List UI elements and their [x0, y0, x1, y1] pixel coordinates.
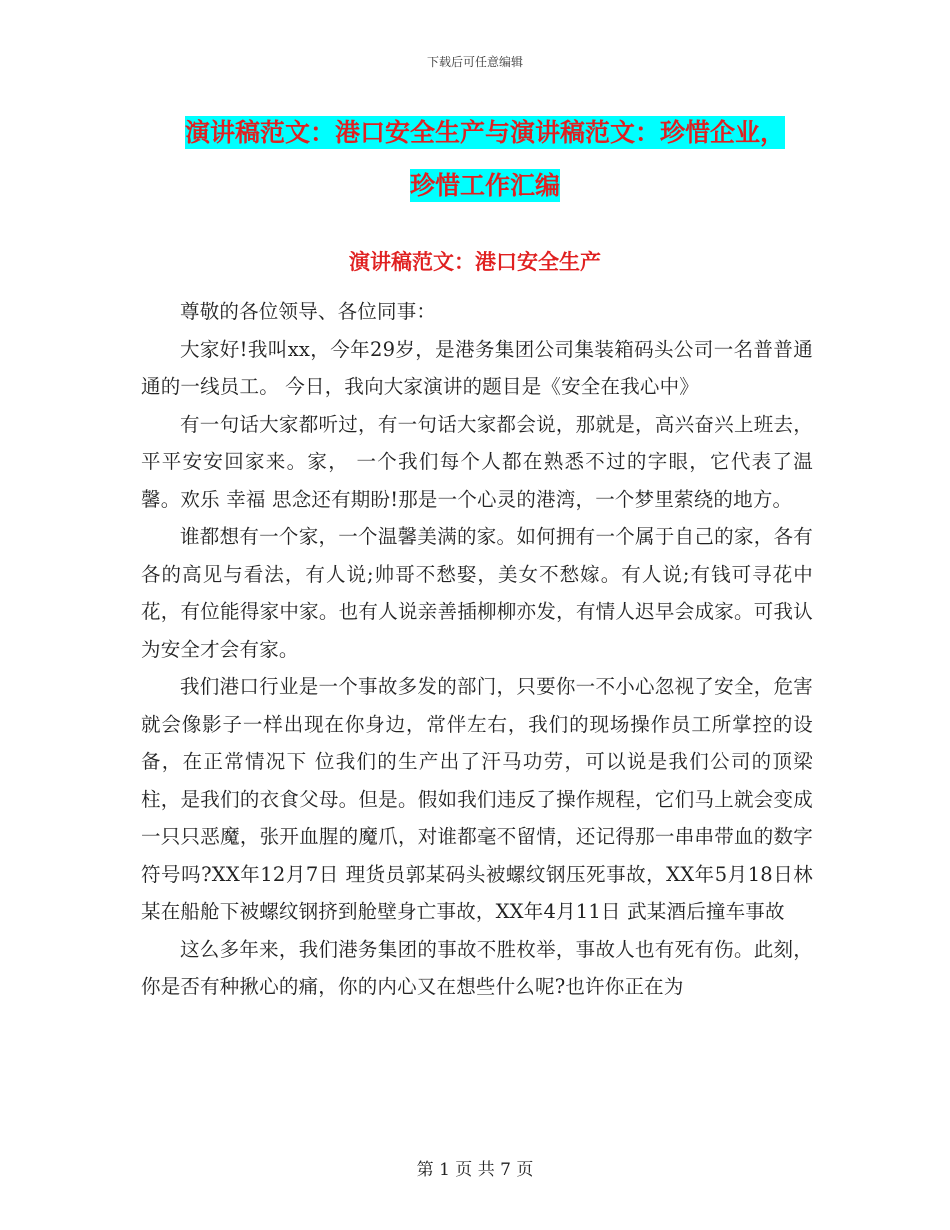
section-title: 演讲稿范文：港口安全生产 — [349, 250, 601, 274]
page-header-note: 下载后可任意编辑 — [426, 55, 523, 69]
document-body — [141, 293, 813, 1006]
paragraph-greeting: 尊敬的各位领导、各位同事： — [180, 300, 437, 323]
paragraph: 有一句话大家都听过，有一句话大家都会说，那就是，高兴奋兴上班去，平平安安回家来。家， 一个我们每个人都在熟悉不过的字眼，它代表了温馨。欢乐 幸福 思念还有期盼!那是一个心灵的港湾，一个梦里萦绕的地方。 — [141, 412, 813, 511]
paragraph: 大家好!我叫xx，今年29岁，是港务集团公司集装箱码头公司一名普普通通的一线员工。 今日，我向大家演讲的题目是《安全在我心中》 — [141, 337, 813, 398]
paragraph: 这么多年来，我们港务集团的事故不胜枚举，事故人也有死有伤。此刻，你是否有种揪心的痛，你的内心又在想些什么呢?也许你正在为 — [141, 937, 813, 998]
title-line-2: 珍惜工作汇编 — [409, 171, 560, 200]
paragraph: 谁都想有一个家，一个温馨美满的家。如何拥有一个属于自己的家，各有各的高见与看法，有人说;帅哥不愁娶，美女不愁嫁。有人说;有钱可寻花中花，有位能得家中家。也有人说亲善插柳柳亦发，有情人迟早会成家。可我认为安全才会有家。 — [141, 525, 813, 661]
paragraph: 我们港口行业是一个事故多发的部门，只要你一不小心忽视了安全，危害就会像影子一样出现在你身边，常伴左右，我们的现场操作员工所掌控的设备，在正常情况下 位我们的生产出了汗马功劳，可以说是我们公司的顶梁柱，是我们的衣食父母。但是。假如我们违反了操作规程，它们马上就会变成一只只恶魔，张开血腥的魔爪，对谁都毫不留情，还记得那一串串带血的数字符号吗?XX年12月7日 理货员郭某码头被螺纹钢压死事故，XX年5月18日林某在船舱下被螺纹钢挤到舱壁身亡事故，XX年4月11日 武某酒后撞车事故 — [141, 675, 813, 923]
page-number-footer: 第 1 页 共 7 页 — [416, 1160, 534, 1180]
document-title — [140, 106, 830, 212]
title-line-1: 演讲稿范文：港口安全生产与演讲稿范文：珍惜企业， — [184, 118, 785, 147]
